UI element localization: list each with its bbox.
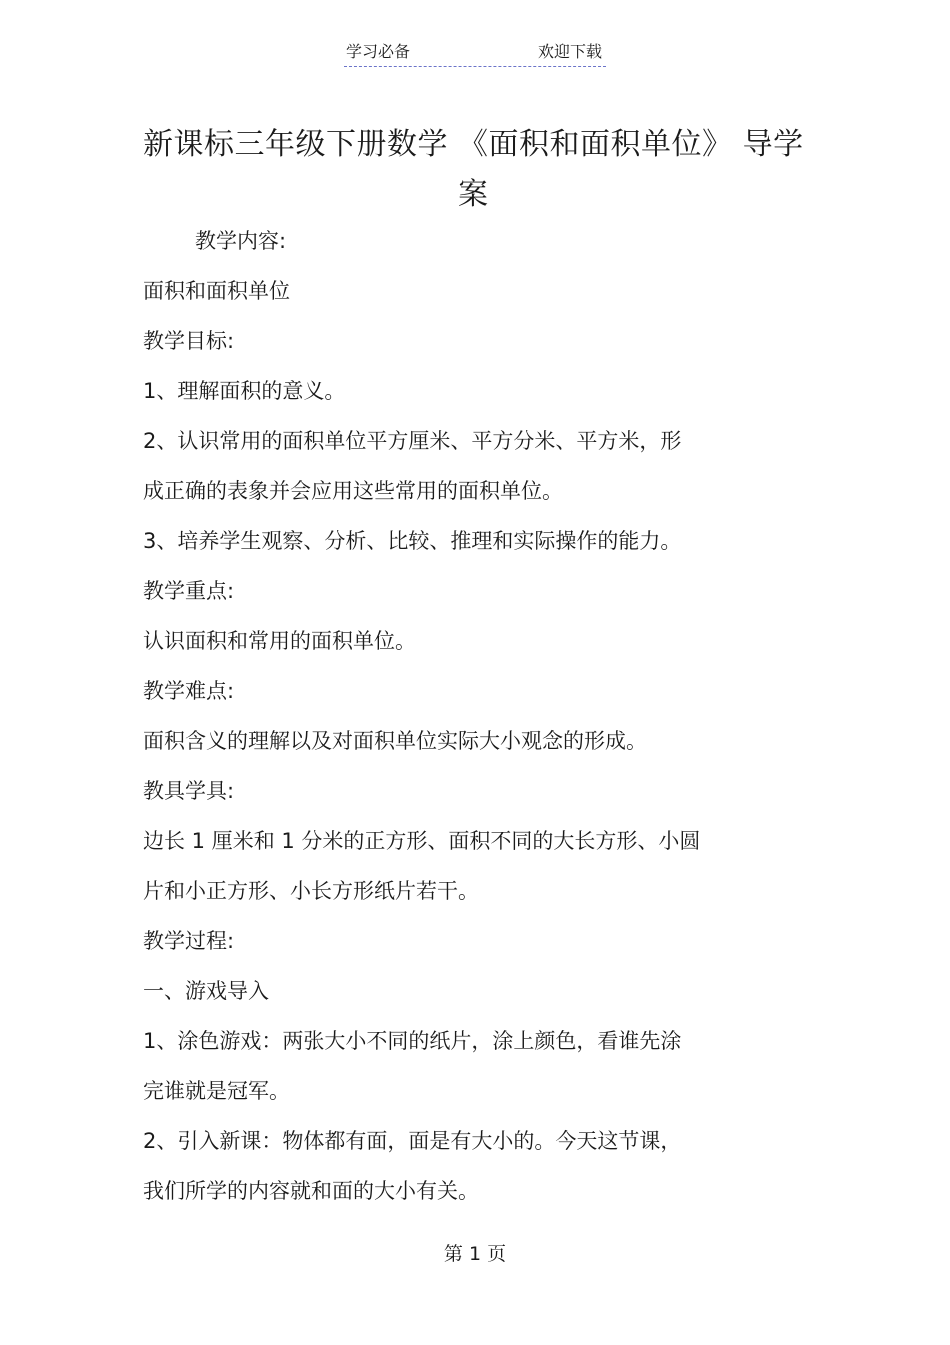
title-line-1: 新课标三年级下册数学 《面积和面积单位》 导学	[143, 127, 804, 162]
paragraph-line: 片和小正方形、小长方形纸片若干。	[143, 879, 479, 903]
paragraph-line: 3、培养学生观察、分析、比较、推理和实际操作的能力。	[143, 529, 682, 553]
document-body	[143, 225, 783, 1225]
header-left-text: 学习必备	[346, 42, 411, 61]
heading-key-points: 教学重点:	[143, 579, 235, 603]
paragraph-line: 2、引入新课：物体都有面，面是有大小的。今天这节课，	[143, 1129, 682, 1153]
paragraph-line: 1、理解面积的意义。	[143, 379, 346, 403]
heading-difficulties: 教学难点:	[143, 679, 235, 703]
header-right-text: 欢迎下载	[537, 42, 602, 61]
paragraph-line: 2、认识常用的面积单位平方厘米、平方分米、平方米，形	[143, 429, 682, 453]
heading-teaching-process: 教学过程:	[143, 929, 235, 953]
paragraph-line: 完谁就是冠军。	[143, 1079, 290, 1103]
heading-teaching-objectives: 教学目标:	[143, 329, 235, 353]
paragraph-line: 成正确的表象并会应用这些常用的面积单位。	[143, 479, 563, 503]
paragraph-line: 面积含义的理解以及对面积单位实际大小观念的形成。	[143, 729, 647, 753]
heading-teaching-content: 教学内容:	[195, 229, 287, 253]
paragraph-line: 面积和面积单位	[143, 279, 290, 303]
paragraph-line: 1、涂色游戏：两张大小不同的纸片，涂上颜色，看谁先涂	[143, 1029, 682, 1053]
page-header	[344, 40, 606, 67]
page-number: 第 1 页	[443, 1243, 507, 1265]
title-line-2: 案	[458, 177, 488, 212]
section-heading: 一、游戏导入	[143, 979, 269, 1003]
paragraph-line: 认识面积和常用的面积单位。	[143, 629, 416, 653]
heading-teaching-aids: 教具学具:	[143, 779, 235, 803]
document-title	[143, 120, 803, 220]
paragraph-line: 边长 1 厘米和 1 分米的正方形、面积不同的大长方形、小圆	[143, 829, 701, 853]
paragraph-line: 我们所学的内容就和面的大小有关。	[143, 1179, 479, 1203]
